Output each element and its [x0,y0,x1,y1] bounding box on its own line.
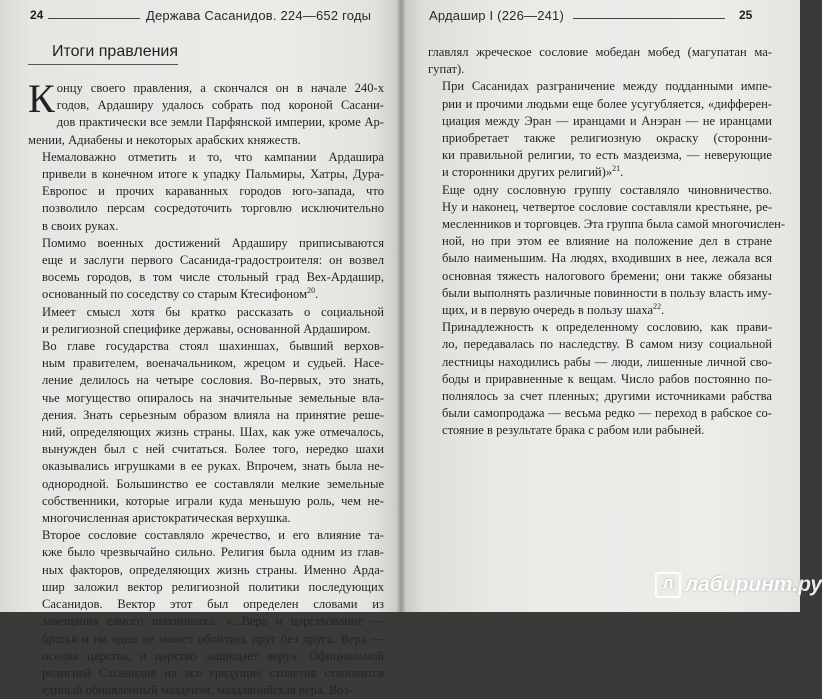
text-line: религией Сасанидов на все грядущие столетия становится [42,665,384,680]
paragraph [428,78,772,181]
text-line: и религиозной специфике державы, основанной Ардаширом. [42,321,371,336]
text-line: Ну и наконец, четвертое сословие составляли крестьяне, ре- [442,199,772,214]
text-line: Принадлежность к определенному сословию, как прави- [442,320,772,335]
paragraph [28,149,384,235]
paragraph [28,304,384,338]
text-line: дения. Знать серьезным образом влияла на принятие реше- [42,407,384,422]
text-line: ло, передавалась по наследству. В самом низу социальной [442,337,772,352]
paragraph [428,182,786,320]
paragraph [28,76,384,149]
header-rule [573,18,725,19]
text-line: были выполнять различные повинности в пользу власть иму- [442,285,772,300]
text-line: Помимо военных достижений Ардаширу приписываются [42,235,384,250]
text-line: основная тяжесть налогового бремени; они также обязаны [442,268,772,283]
running-head: Ардашир I (226—241) [429,8,565,23]
text-line: месленников и торговцев. Эта группа была самой многочислен- [442,217,786,232]
text-line: было наименьшим. На людях, входивших в нее, лежала вся [442,251,772,266]
page-number: 24 [30,8,44,22]
text-line: Имеет смысл хотя бы кратко рассказать о социальной [42,304,384,319]
page-number: 25 [739,8,753,22]
labirint-logo-icon: Л [655,572,681,598]
text-line: боды и приравненные к вещам. Число рабов постоянно по- [442,371,772,386]
watermark [655,572,822,598]
text-line: и сторонники других религий)»$^{21}$. [442,164,624,180]
text-line: стояние в результате брака с рабом или рабыней. [442,423,705,438]
text-line: ки правильной религии, то есть маздеизма, — неверующие [442,148,772,163]
text-line: При Сасанидах разграничение между подданными импе- [442,79,772,94]
text-line: полнялось за счет пленных; другими источниками рабства [442,389,772,404]
text-line: главлял жреческое сословие мобедан мобед (магупатан ма- [428,45,772,59]
text-line: в своих руках. [42,218,119,233]
text-line: позволило персам сосредоточить торговлю исключительно [42,201,384,216]
header-rule [48,18,140,19]
text-line: Сасанидов. Вектор этот был определен словами из [42,597,384,612]
text-line: еще и заслуги первого Сасанида-градостроителя: он возвел [42,253,384,268]
text-line: шир заложил вектор религиозной политики последующих [42,579,384,594]
book-gutter [396,0,406,612]
text-line: онцу своего правления, а скончался он в начале 240-х [56,81,384,95]
running-head: Держава Сасанидов. 224—652 годы [146,8,372,23]
text-line: Во главе государства стоял шахиншах, бывший верхов- [42,339,384,354]
text-line: щих, и в первую очередь в пользу шаха$^{22}$. [442,301,665,318]
text-line: гупат). [428,62,465,77]
watermark-text: лабиринт.ру [685,573,822,596]
drop-cap: К [28,76,55,121]
text-line: завещания самого шахиншаха: «...Вера и царствование — [42,614,384,629]
text-line: привели в конечном итоге к упадку Пальмиры, Хатры, Дура- [42,167,384,182]
text-line: вынужден был с ней считаться. Более того, нередко шахи [42,442,384,457]
text-line: Второе сословие составляло жречество, и его влияние та- [42,528,384,543]
text-line: Немаловажно отметить и то, что кампании Ардашира [42,149,384,164]
text-line: Еще одну сословную группу составляло чиновничество. [442,182,772,197]
left-page [0,0,401,698]
text-line: братья и ни одно не может обойтись друг без друга. Вера — [42,631,384,646]
text-line: Европос и прочих караванных городов юго-запада, что [42,184,384,199]
footnote-ref[interactable]: 20 [307,286,316,296]
text-line: ление делилось на четыре сословия. Во-первых, это знать, [42,373,384,388]
text-line: кже было чрезвычайно сильно. Религия была одним из глав- [42,545,384,560]
text-line: ной, но при этом ее влияние на положение дел в стране [442,234,772,249]
text-line: ным правителем, военачальником, жрецом и судьей. Насе- [42,356,384,371]
text-line: собственники, которые играли куда меньшую роль, чем не- [42,493,384,508]
right-page [401,0,800,612]
paragraph [428,319,772,439]
footnote-ref[interactable]: 22 [653,301,662,311]
text-line: циация между Эран — иранцами и Анэран — не иранцами [442,113,772,128]
text-line: были самопродажа — весьма редко — переход в рабское со- [442,406,772,421]
text-line: многочисленная аристократическая верхушка. [42,511,291,526]
text-line: мении, Адиабены и некоторых арабских княжеств. [28,132,301,147]
text-line: приобретает также религиозную окраску (сторонни- [442,131,772,146]
paragraph [28,235,384,304]
left-body-text [28,76,384,699]
paragraph [28,527,384,699]
text-line: ных факторов, определяющих жизнь страны. Именно Арда- [42,562,384,577]
text-line: восемь городов, в том числе стольный град Вех-Ардашир, [42,270,384,285]
right-body-text [428,44,786,440]
title-rule [28,64,178,65]
text-line: годов, Ардаширу удалось собрать под короной Сасани- [56,98,384,113]
text-line: единый обновленный маздеизм, маздаянийская вера. Воз- [42,683,353,698]
text-line: основанный по соседству со старым Ктесифоном$^{20}$. [42,286,319,302]
text-line: чье могущество опиралось на значительные земельные вла- [42,390,384,405]
text-line: однородной. Большинство ее составляли мелкие земельные [42,476,384,491]
text-line: дов практически все земли Парфянской империи, кроме Ар- [56,115,384,130]
text-line: основа царства, и царство защищает веру». Официальной [42,648,384,663]
text-line: лестницы находились рабы — люди, лишенные личной сво- [442,354,772,369]
section-title: Итоги правления [52,43,179,60]
text-line: ний, определяющих жизнь страны. Шах, как уже отмечалось, [42,425,384,440]
paragraph [28,338,384,527]
text-line: рии и прочими людьми еще более усугубляется, «дифферен- [442,96,772,111]
text-line: оказывались игрушками в ее руках. Впрочем, знать была не- [42,459,384,474]
paragraph [428,44,772,78]
footnote-ref[interactable]: 21 [612,164,621,174]
